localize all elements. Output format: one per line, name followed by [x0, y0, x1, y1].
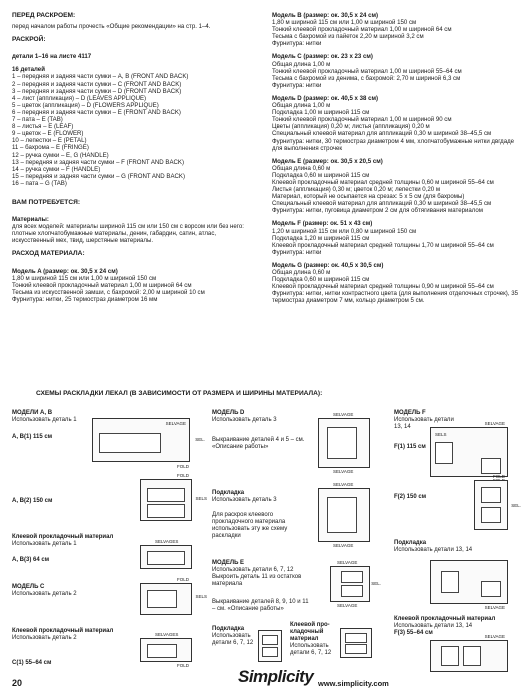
- lining-label: Подкладка: [212, 490, 245, 496]
- pattern-piece: [441, 646, 459, 666]
- pattern-piece: [262, 635, 278, 645]
- list-item: 13 – передняя и задняя части сумки – F (FRONT AND BACK): [12, 158, 185, 166]
- pattern-piece: [147, 644, 177, 658]
- model-line: Тесьма с бахромой из денима, с бахромой: 2,70 м шириной 6,3 см: [272, 74, 461, 82]
- list-item: 8 – листья – E (LEAF): [12, 123, 74, 131]
- model-title: Модель G (размер: ок. 40,5 x 30,5 см): [272, 261, 384, 269]
- pattern-piece: [341, 571, 363, 583]
- use-label: Использовать деталь 3: [212, 497, 277, 503]
- model-line: Цветы (аппликация) 0,20 м; листья (аппликация) 0,20 м: [272, 123, 430, 131]
- size-label: A, B(3) 64 см: [12, 557, 50, 563]
- use-label: Использовать детали 6, 7, 12: [290, 643, 332, 656]
- layout-diagram: [340, 628, 372, 658]
- details-list: [12, 73, 254, 187]
- model-a-line: Тонкий клеевой прокладочный материал 1,00 м шириной 64 см: [12, 281, 192, 289]
- selvage-mark: SELVAGE: [165, 421, 186, 426]
- selvages-mark: SELVAGES: [155, 632, 179, 637]
- model-line: Фурнитура: нитки: [272, 81, 322, 89]
- selvage-mark: SELVAGE: [337, 560, 358, 565]
- fold-mark: FOLD: [176, 577, 189, 582]
- model-a-line: Тесьма из искусственной замши, с бахромой: 2,00 м шириной 10 см: [12, 288, 205, 296]
- pattern-piece: [481, 458, 501, 474]
- pattern-piece: [327, 497, 357, 533]
- use-label: Использовать детали 13, 14: [394, 547, 473, 553]
- cut-note: Выкраивание деталей 4 и 5 – см. «Описание работы»: [212, 437, 305, 450]
- model-a-line: Фурнитура: нитки, 25 термостраз диаметром 16 мм: [12, 295, 158, 303]
- need-heading: ВАМ ПОТРЕБУЕТСЯ:: [12, 198, 81, 206]
- size-label: F(2) 150 см: [394, 494, 427, 500]
- pattern-piece: [441, 571, 459, 593]
- pattern-piece: [481, 487, 501, 503]
- consumption-heading: РАСХОД МАТЕРИАЛА:: [12, 250, 85, 258]
- selvage-mark: SELVAGE: [484, 421, 505, 426]
- materials-text: для всех моделей: материалы шириной 115 см или 150 см с ворсом или без него: плотные хлопчатобумажные материалы, денин, габардин, сатин, атлас, искусственный мех, твид, шерстяные материалы.: [12, 223, 244, 245]
- list-item: 3 – передняя и задняя части сумки – D (FRONT AND BACK): [12, 87, 182, 95]
- model-title: Модель C (размер: ок. 23 x 23 см): [272, 53, 373, 61]
- cut-note: Выкраивание деталей 8, 9, 10 и 11 – см. «Описание работы»: [212, 599, 309, 612]
- list-item: 7 – пата – E (TAB): [12, 116, 63, 124]
- model-block: [272, 12, 518, 47]
- list-item: 4 – лист (аппликация) – D (LEAVES APPLIQUE): [12, 94, 147, 102]
- layout-diagram: [474, 474, 521, 530]
- model-title: Модель D (размер: ок. 40,5 x 38 см): [272, 94, 379, 102]
- layout-diagram: [92, 418, 205, 469]
- sel-mark: SEL.: [195, 437, 205, 442]
- layout-diagram: [140, 577, 207, 615]
- model-line: Фурнитура: нитки: [272, 40, 322, 48]
- interfacing-label: Клеевой прокладочный материал: [290, 622, 330, 642]
- model-block: [272, 53, 518, 88]
- model-line: Фурнитура: нитки, нитки контрастного цвета (для выполнения отделочных строчек), 35 термостраз диаметром 7 мм, кольцо диаметром 5 см.: [272, 290, 518, 305]
- model-title: Модель F (размер: ок. 51 x 43 см): [272, 220, 373, 228]
- layout-diagram: [140, 539, 192, 569]
- model-a-title: Модель A (размер: ок. 30,5 x 24 см): [12, 267, 118, 275]
- size-label: F(3) 55–64 см: [394, 630, 433, 636]
- list-item: 6 – передняя и задняя части сумки – E (FRONT AND BACK): [12, 108, 181, 116]
- pattern-piece: [341, 585, 363, 597]
- list-item: 16 – пата – G (TAB): [12, 179, 67, 187]
- model-f-label: МОДЕЛЬ F: [394, 410, 426, 416]
- fold-mark: FOLD: [177, 464, 190, 469]
- model-line: Клеевой прокладочный материал средней толщины 0,60 м шириной 55–64 см: [272, 178, 494, 186]
- pattern-piece: [463, 646, 481, 666]
- model-line: 1,80 м шириной 115 см или 1,00 м шириной 150 см: [272, 19, 417, 27]
- selvage-mark: SELVAGE: [333, 482, 354, 487]
- interfacing-label: Клеевой прокладочный материал: [12, 534, 114, 540]
- model-line: Фурнитура: нитки: [272, 248, 322, 256]
- model-title: Модель E (размер: ок. 30,5 x 20,5 см): [272, 157, 383, 165]
- pattern-piece: [327, 427, 357, 459]
- model-line: Тонкий клеевой прокладочный материал 1,00 м шириной 55–64 см: [272, 67, 462, 75]
- interfacing-label: Клеевой прокладочный материал: [12, 628, 114, 634]
- list-item: 15 – передняя и задняя части сумки – G (FRONT AND BACK): [12, 172, 186, 180]
- use-label: Использовать деталь 3: [212, 417, 277, 423]
- model-line: Клеевой прокладочный материал средней толщины 1,70 м шириной 55–64 см: [272, 241, 494, 249]
- layout-diagram: [430, 634, 508, 672]
- layout-diagram: [318, 482, 370, 548]
- model-line: Специальный клеевой материал для аппликаций 0,30 м шириной 38–45,5 см: [272, 130, 492, 138]
- size-label: C(1) 55–64 см: [12, 660, 52, 666]
- pattern-piece: [147, 488, 185, 502]
- model-line: Тонкий клеевой прокладочный материал 1,00 м шириной 90 см: [272, 116, 452, 124]
- layout-diagram: [318, 412, 370, 474]
- before-cut-heading: ПЕРЕД РАСКРОЕМ:: [12, 12, 76, 19]
- sel-mark: SEL.: [371, 581, 381, 586]
- lining-label: Подкладка: [212, 626, 245, 632]
- sels-mark: SELS: [195, 496, 207, 501]
- details-count: 16 деталей: [12, 66, 45, 74]
- model-line: Общая длина 0,60 м: [272, 164, 331, 172]
- size-label: F(1) 115 см: [394, 444, 426, 450]
- fold-mark: FOLD: [176, 663, 189, 668]
- fold-mark: FOLD: [176, 473, 189, 478]
- lining-label: Подкладка: [394, 540, 427, 546]
- pattern-piece: [435, 442, 453, 464]
- model-line: Специальный клеевой материал для аппликаций 0,30 м шириной 38–45,5 см: [272, 200, 492, 208]
- model-line: Подкладка 1,00 м шириной 115 см: [272, 109, 370, 117]
- model-line: Тесьма с бахромой из пайеток 2,20 м шириной 3,2 см: [272, 33, 424, 41]
- size-label: A, B(1) 115 см: [12, 434, 53, 440]
- use-label: Использовать детали 13, 14: [394, 623, 473, 629]
- selvage-mark: SELVAGE: [484, 634, 505, 639]
- use-label: Использовать деталь 2: [12, 635, 77, 641]
- list-item: 5 – цветок (аппликация) – D (FLOWERS APPLIQUE): [12, 101, 159, 109]
- pattern-piece: [99, 433, 161, 453]
- list-item: 1 – передняя и задняя части сумки – A, B (FRONT AND BACK): [12, 73, 189, 81]
- model-title: Модель B (размер: ок. 30,5 x 24 см): [272, 12, 379, 19]
- model-line: Материал, который не осыпается на срезах: 5 x 5 см (для бахромы): [272, 193, 465, 201]
- use-label: Использовать детали 6, 7, 12: [212, 567, 294, 573]
- sel-mark: SEL.: [511, 503, 521, 508]
- model-line: Подкладка 1,20 м шириной 115 см: [272, 234, 370, 242]
- interfacing-note: Для раскроя клеевого прокладочного материала использовать эту же схему раскладки: [212, 512, 288, 539]
- use-label: Использовать деталь 1: [12, 417, 77, 423]
- use-label: Использовать деталь 1: [12, 541, 77, 547]
- model-c-label: МОДЕЛЬ C: [12, 584, 45, 590]
- selvages-mark: SELVAGES: [155, 539, 179, 544]
- pattern-piece: [481, 581, 501, 597]
- selvage-mark: SELVAGE: [484, 605, 505, 610]
- model-line: Подкладка 0,60 м шириной 115 см: [272, 171, 370, 179]
- model-line: Фурнитура: нитки, пуговица диаметром 2 см для обтягивания материалом: [272, 207, 483, 215]
- model-block: [272, 220, 518, 255]
- layout-diagram: [258, 630, 282, 662]
- cut-note: Выкроить деталь 11 из остатков материала: [212, 574, 302, 587]
- selvage-mark: SELVAGE: [333, 543, 354, 548]
- layout-diagram: [140, 632, 192, 668]
- model-line: 1,20 м шириной 115 см или 0,80 м шириной 150 см: [272, 227, 417, 235]
- page-number: 20: [12, 678, 23, 688]
- model-block: [272, 95, 518, 152]
- model-ab-label: МОДЕЛИ A, B: [12, 410, 53, 416]
- cutting-heading: РАСКРОЙ:: [12, 36, 46, 44]
- model-line: Клеевой прокладочный материал средней толщины 0,90 м шириной 55–64 см: [272, 283, 494, 291]
- fold-mark: FOLD: [492, 474, 505, 479]
- model-d-label: МОДЕЛЬ D: [212, 410, 245, 416]
- list-item: 10 – лепестки – E (PETAL): [12, 137, 87, 145]
- use-label: Использовать детали 13, 14: [394, 417, 454, 430]
- list-item: 9 – цветок – E (FLOWER): [12, 130, 84, 138]
- selvage-mark: SELVAGE: [333, 412, 354, 417]
- pattern-piece: [481, 507, 501, 523]
- pattern-piece: [262, 647, 278, 657]
- details-heading: детали 1–16 на листе 4117: [12, 53, 92, 61]
- materials-heading: Материалы:: [12, 216, 49, 224]
- sels-mark: SELS: [435, 432, 447, 437]
- use-label: Использовать деталь 2: [12, 591, 77, 597]
- use-label: Использовать детали 6, 7, 12: [212, 633, 254, 646]
- layout-diagram: [140, 473, 207, 521]
- model-line: Листья (аппликация) 0,30 м; цветок 0,20 м; лепестки 0,20 м: [272, 186, 441, 194]
- pattern-piece: [345, 644, 367, 654]
- model-line: Общая длина 1,00 м: [272, 60, 331, 68]
- before-cut-text: перед началом работы прочесть «Общие рекомендации» на стр. 1–4.: [12, 23, 211, 31]
- pattern-piece: [147, 504, 185, 518]
- pattern-piece: [345, 633, 367, 643]
- pattern-piece: [147, 590, 177, 608]
- model-a-line: 1,80 м шириной 115 см или 1,00 м шириной 150 см: [12, 274, 157, 282]
- model-block: [272, 262, 518, 305]
- model-line: Подкладка 0,60 м шириной 115 см: [272, 276, 370, 284]
- list-item: 11 – бахрома – E (FRINGE): [12, 144, 89, 152]
- interfacing-label: Клеевой прокладочный материал: [394, 616, 496, 622]
- model-line: Общая длина 0,60 м: [272, 269, 331, 276]
- model-block: [272, 158, 518, 215]
- sels-mark: SELS: [195, 594, 207, 599]
- pattern-piece: [147, 551, 185, 565]
- website-link[interactable]: www.simplicity.com: [318, 679, 389, 688]
- selvage-mark: SELVAGE: [337, 603, 358, 608]
- layout-diagram: [430, 421, 508, 477]
- list-item: 12 – ручка сумки – E, G (HANDLE): [12, 151, 109, 159]
- right-column: [272, 12, 518, 310]
- layout-diagram: [430, 560, 508, 610]
- selvage-mark: SELVAGE: [333, 469, 354, 474]
- list-item: 2 – передняя и задняя части сумки – C (FRONT AND BACK): [12, 80, 182, 88]
- brand-logo: Simplicity: [238, 667, 314, 686]
- model-line: Общая длина 1,00 м: [272, 102, 331, 110]
- model-line: Тонкий клеевой прокладочный материал 1,00 м шириной 64 см: [272, 26, 452, 34]
- size-label: A, B(2) 150 см: [12, 498, 53, 504]
- left-column: [12, 12, 254, 303]
- list-item: 14 – ручка сумки – F (HANDLE): [12, 165, 101, 173]
- layout-diagram: [330, 560, 381, 608]
- schemes-title: СХЕМЫ РАСКЛАДКИ ЛЕКАЛ (В ЗАВИСИМОСТИ ОТ РАЗМЕРА И ШИРИНЫ МАТЕРИАЛА):: [36, 390, 323, 397]
- model-line: Фурнитура: нитки, 30 термостраз диаметром 4 мм, хлопчатобумажные нитки двгдаде для выполнения строчек: [272, 137, 515, 152]
- model-e-label: МОДЕЛЬ E: [212, 560, 245, 566]
